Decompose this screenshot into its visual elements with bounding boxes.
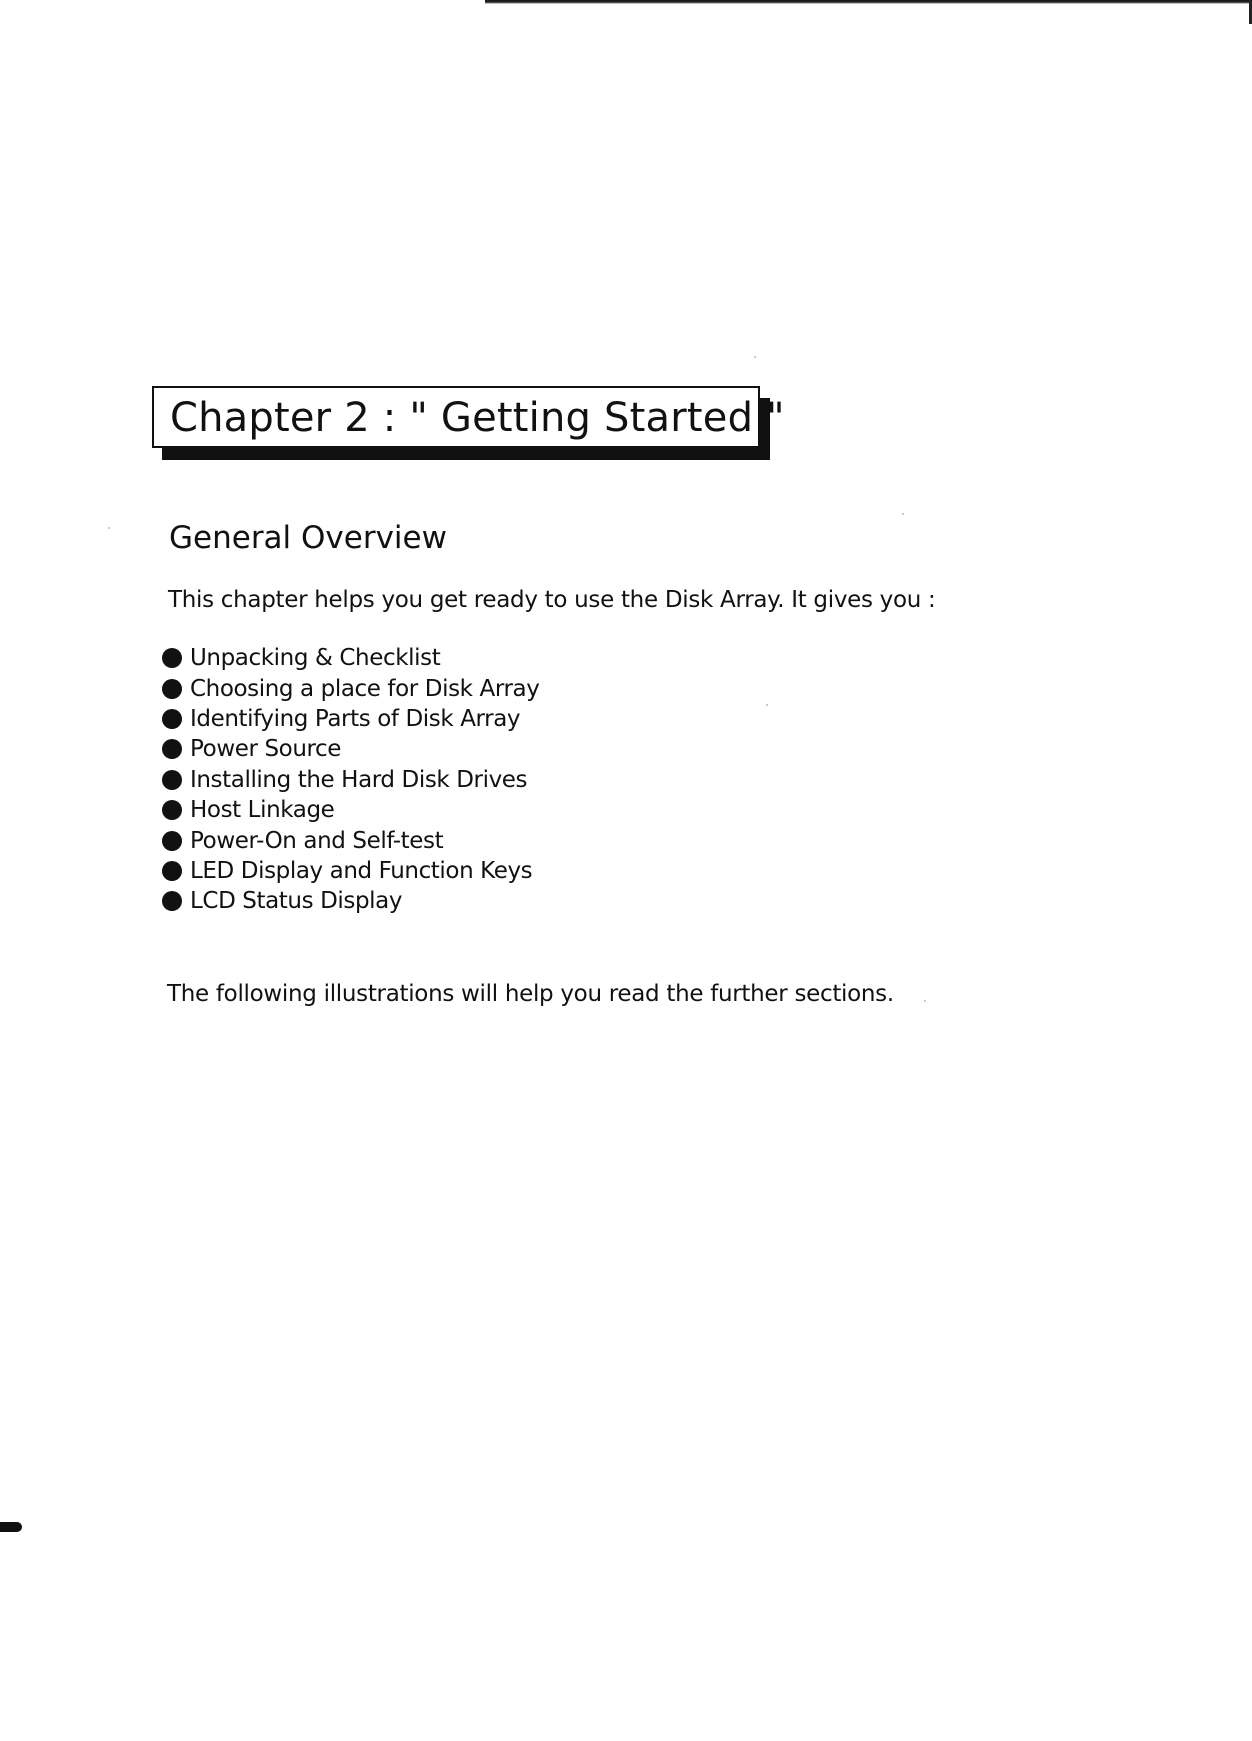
list-item (162, 643, 539, 673)
topic-list (162, 643, 539, 917)
bullet-icon (162, 800, 182, 820)
list-item (162, 734, 539, 764)
scan-speck (766, 704, 768, 706)
list-item-label: Power Source (190, 736, 342, 763)
bullet-icon (162, 739, 182, 759)
list-item-label: Identifying Parts of Disk Array (190, 705, 521, 732)
chapter-title-box (152, 386, 785, 448)
intro-paragraph: This chapter helps you get ready to use the Disk Array. It gives you : (168, 587, 936, 613)
bullet-icon (162, 770, 182, 790)
closing-paragraph: The following illustrations will help you read the further sections. (167, 981, 894, 1007)
list-item-label: Choosing a place for Disk Array (190, 675, 540, 702)
scan-speck (924, 1000, 926, 1002)
scan-speck (754, 356, 756, 358)
list-item (162, 856, 539, 886)
bullet-icon (162, 861, 182, 881)
list-item-label: LCD Status Display (190, 888, 403, 915)
list-item-label: Installing the Hard Disk Drives (190, 766, 528, 793)
list-item-label: Power-On and Self-test (190, 827, 444, 854)
binding-mark (0, 1522, 22, 1532)
bullet-icon (162, 709, 182, 729)
bullet-icon (162, 891, 182, 911)
scan-speck (902, 513, 904, 515)
bullet-icon (162, 648, 182, 668)
chapter-title: Chapter 2 : " Getting Started " (170, 395, 785, 441)
section-heading: General Overview (169, 520, 447, 556)
list-item-label: Host Linkage (190, 797, 335, 824)
scan-speck (108, 527, 110, 529)
list-item (162, 704, 539, 734)
list-item (162, 886, 539, 916)
list-item (162, 765, 539, 795)
list-item (162, 673, 539, 703)
bullet-icon (162, 679, 182, 699)
list-item (162, 825, 539, 855)
list-item (162, 795, 539, 825)
scan-edge-top (485, 0, 1252, 4)
list-item-label: LED Display and Function Keys (190, 857, 533, 884)
list-item-label: Unpacking & Checklist (190, 645, 441, 672)
bullet-icon (162, 831, 182, 851)
